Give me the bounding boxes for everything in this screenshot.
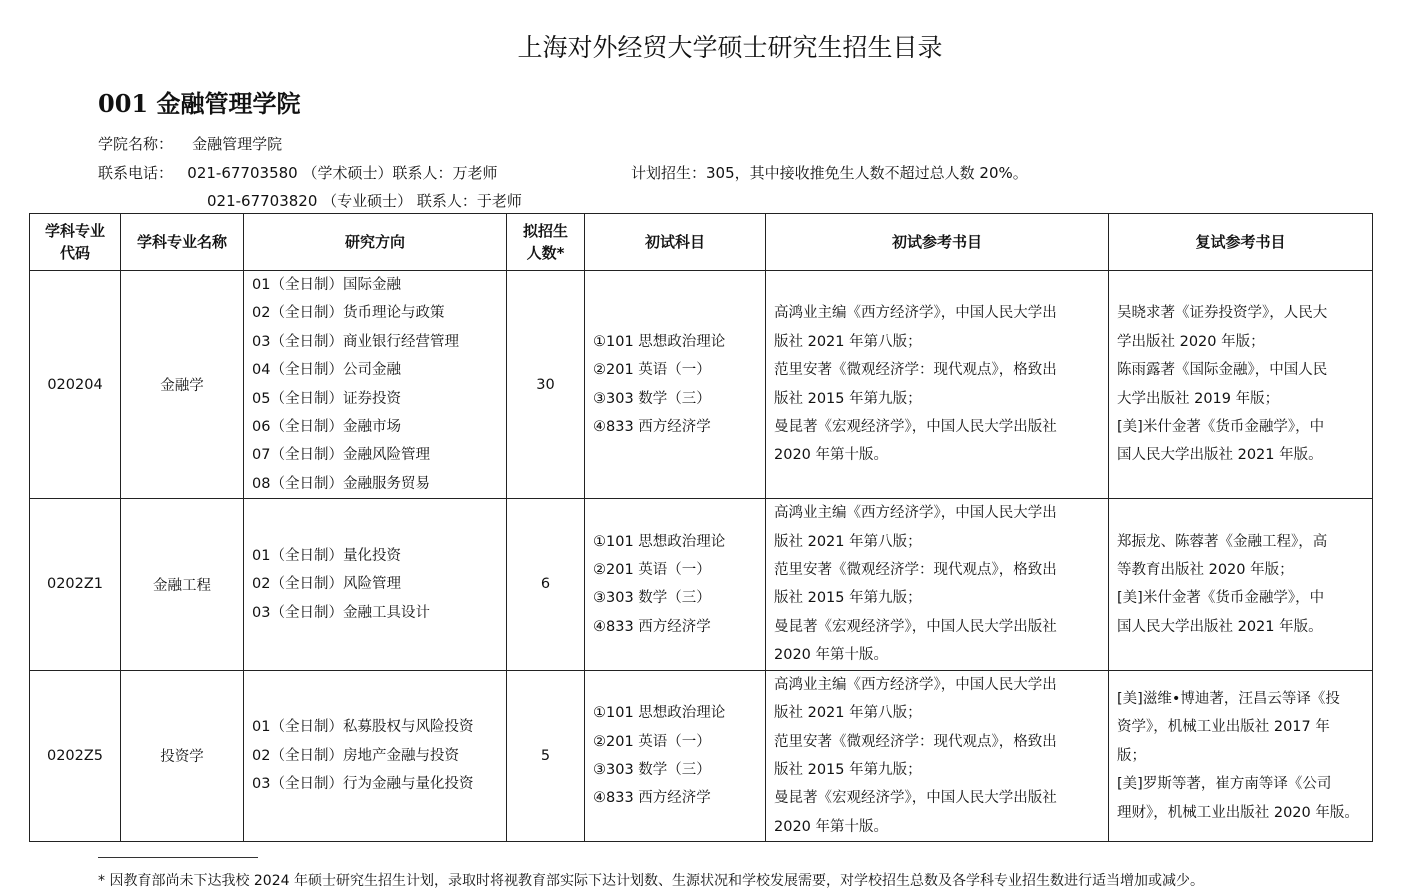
cell-ref2-line: 理财》，机械工业出版社 2020 年版。 (1117, 804, 1359, 821)
cell-ref1-line: 范里安著《微观经济学：现代观点》，格致出 (774, 362, 1057, 379)
cell-name: 金融学 (121, 271, 244, 499)
cell-directions-line: 02（全日制）房地产金融与投资 (252, 747, 459, 764)
cell-exams (585, 670, 766, 841)
cell-ref2-line: 学出版社 2020 年版； (1117, 333, 1265, 350)
header-exam: 初试科目 (585, 214, 766, 271)
table-header-row (30, 214, 1373, 271)
cell-directions (244, 670, 507, 841)
cell-ref1-line: 版社 2015 年第九版； (774, 390, 922, 407)
header-plan: 拟招生 人数* (507, 214, 585, 271)
cell-ref1-line: 曼昆著《宏观经济学》，中国人民大学出版社 (774, 419, 1057, 436)
cell-directions-line: 03（全日制）金融工具设计 (252, 604, 430, 621)
cell-directions-line: 05（全日制）证券投资 (252, 390, 401, 407)
cell-exams-line: ①101 思想政治理论 (593, 705, 726, 722)
cell-ref1-line: 2020 年第十版。 (774, 818, 889, 835)
cell-directions-line: 02（全日制）风险管理 (252, 576, 401, 593)
cell-ref2-line: [美]米什金著《货币金融学》，中 (1117, 419, 1325, 436)
cell-directions-line: 07（全日制）金融风险管理 (252, 447, 430, 464)
cell-directions-line: 03（全日制）行为金融与量化投资 (252, 776, 474, 793)
footnote: * 因教育部尚未下达我校 2024 年硕士研究生招生计划，录取时将视教育部实际下达计划数、生源状况和学校发展需要，对学校招生总数及各学科专业招生数进行适当增加或减少。 (98, 873, 1204, 889)
cell-exams (585, 271, 766, 499)
cell-ref1-line: 高鸿业主编《西方经济学》，中国人民大学出 (774, 676, 1057, 693)
cell-ref1-line: 2020 年第十版。 (774, 647, 889, 664)
cell-directions-line: 01（全日制）私募股权与风险投资 (252, 719, 474, 736)
header-direction: 研究方向 (244, 214, 507, 271)
contact-phone-line-professional: 021-67703820 （专业硕士） 联系人：于老师 (207, 192, 522, 210)
cell-ref1-line: 版社 2021 年第八版； (774, 533, 922, 550)
cell-plan: 5 (507, 670, 585, 841)
table-row (30, 670, 1373, 841)
header-code: 学科专业 代码 (30, 214, 121, 271)
cell-exams-line: ①101 思想政治理论 (593, 533, 726, 550)
cell-ref2-line: 国人民大学出版社 2021 年版。 (1117, 447, 1323, 464)
cell-name: 金融工程 (121, 499, 244, 670)
cell-ref1 (766, 670, 1109, 841)
cell-directions-line: 01（全日制）国际金融 (252, 277, 401, 293)
header-ref1: 初试参考书目 (766, 214, 1109, 271)
cell-exams-line: ②201 英语（一） (593, 733, 711, 750)
cell-name: 投资学 (121, 670, 244, 841)
cell-exams-line: ③303 数学（三） (593, 761, 711, 778)
cell-ref2-line: [美]滋维•博迪著，汪昌云等译《投 (1117, 690, 1340, 707)
cell-directions-line: 01（全日制）量化投资 (252, 547, 401, 564)
cell-ref2-line: 吴晓求著《证券投资学》，人民大 (1117, 305, 1328, 322)
college-heading: 001 金融管理学院 (98, 89, 301, 118)
catalog-table (29, 213, 1373, 842)
contact-phone-line-academic: 联系电话： 021-67703580 （学术硕士）联系人：万老师 (98, 164, 498, 182)
cell-ref1-line: 高鸿业主编《西方经济学》，中国人民大学出 (774, 505, 1057, 522)
cell-directions-line: 03（全日制）商业银行经营管理 (252, 333, 459, 350)
cell-exams-line: ④833 西方经济学 (593, 790, 711, 807)
cell-exams-line: ②201 英语（一） (593, 362, 711, 379)
cell-ref1 (766, 271, 1109, 499)
cell-ref1-line: 版社 2021 年第八版； (774, 705, 922, 722)
cell-ref2 (1109, 271, 1373, 499)
cell-code: 020204 (30, 271, 121, 499)
cell-ref2 (1109, 670, 1373, 841)
cell-ref1-line: 高鸿业主编《西方经济学》，中国人民大学出 (774, 305, 1057, 322)
cell-directions (244, 271, 507, 499)
cell-code: 0202Z5 (30, 670, 121, 841)
cell-ref1-line: 范里安著《微观经济学：现代观点》，格致出 (774, 733, 1057, 750)
cell-directions (244, 499, 507, 670)
cell-exams-line: ④833 西方经济学 (593, 419, 711, 436)
cell-exams-line: ①101 思想政治理论 (593, 333, 726, 350)
cell-ref2-line: 版； (1117, 747, 1146, 764)
cell-ref1-line: 2020 年第十版。 (774, 447, 889, 464)
cell-exams-line: ③303 数学（三） (593, 390, 711, 407)
cell-directions-line: 04（全日制）公司金融 (252, 362, 401, 379)
cell-directions-line: 08（全日制）金融服务贸易 (252, 475, 430, 492)
cell-directions-line: 06（全日制）金融市场 (252, 419, 401, 436)
cell-exams-line: ③303 数学（三） (593, 590, 711, 607)
cell-exams-line: ④833 西方经济学 (593, 618, 711, 635)
cell-directions-line: 02（全日制）货币理论与政策 (252, 305, 445, 322)
table-row (30, 271, 1373, 499)
cell-exams-line: ②201 英语（一） (593, 562, 711, 579)
cell-ref1-line: 版社 2015 年第九版； (774, 590, 922, 607)
cell-ref1-line: 版社 2015 年第九版； (774, 761, 922, 778)
table-row (30, 499, 1373, 670)
cell-ref1 (766, 499, 1109, 670)
cell-ref1-line: 范里安著《微观经济学：现代观点》，格致出 (774, 562, 1057, 579)
cell-plan: 6 (507, 499, 585, 670)
cell-plan: 30 (507, 271, 585, 499)
cell-ref2-line: 国人民大学出版社 2021 年版。 (1117, 618, 1323, 635)
cell-ref2-line: [美]罗斯等著，崔方南等译《公司 (1117, 776, 1332, 793)
cell-ref2-line: 等教育出版社 2020 年版； (1117, 562, 1294, 579)
cell-ref2-line: 资学》，机械工业出版社 2017 年 (1117, 719, 1330, 736)
cell-ref2-line: 大学出版社 2019 年版； (1117, 390, 1280, 407)
cell-ref1-line: 曼昆著《宏观经济学》，中国人民大学出版社 (774, 790, 1057, 807)
cell-ref1-line: 版社 2021 年第八版； (774, 333, 922, 350)
page-title: 上海对外经贸大学硕士研究生招生目录 (517, 33, 943, 62)
college-name-line: 学院名称： 金融管理学院 (98, 135, 283, 153)
cell-exams (585, 499, 766, 670)
header-name: 学科专业名称 (121, 214, 244, 271)
cell-ref2-line: 陈雨露著《国际金融》，中国人民 (1117, 362, 1328, 379)
footnote-rule (98, 857, 258, 858)
cell-code: 0202Z1 (30, 499, 121, 670)
cell-ref2 (1109, 499, 1373, 670)
header-ref2: 复试参考书目 (1109, 214, 1373, 271)
cell-ref2-line: 郑振龙、陈蓉著《金融工程》，高 (1117, 533, 1328, 550)
cell-ref1-line: 曼昆著《宏观经济学》，中国人民大学出版社 (774, 618, 1057, 635)
enrollment-plan-line: 计划招生：305，其中接收推免生人数不超过总人数 20%。 (631, 164, 1028, 182)
cell-ref2-line: [美]米什金著《货币金融学》，中 (1117, 590, 1325, 607)
